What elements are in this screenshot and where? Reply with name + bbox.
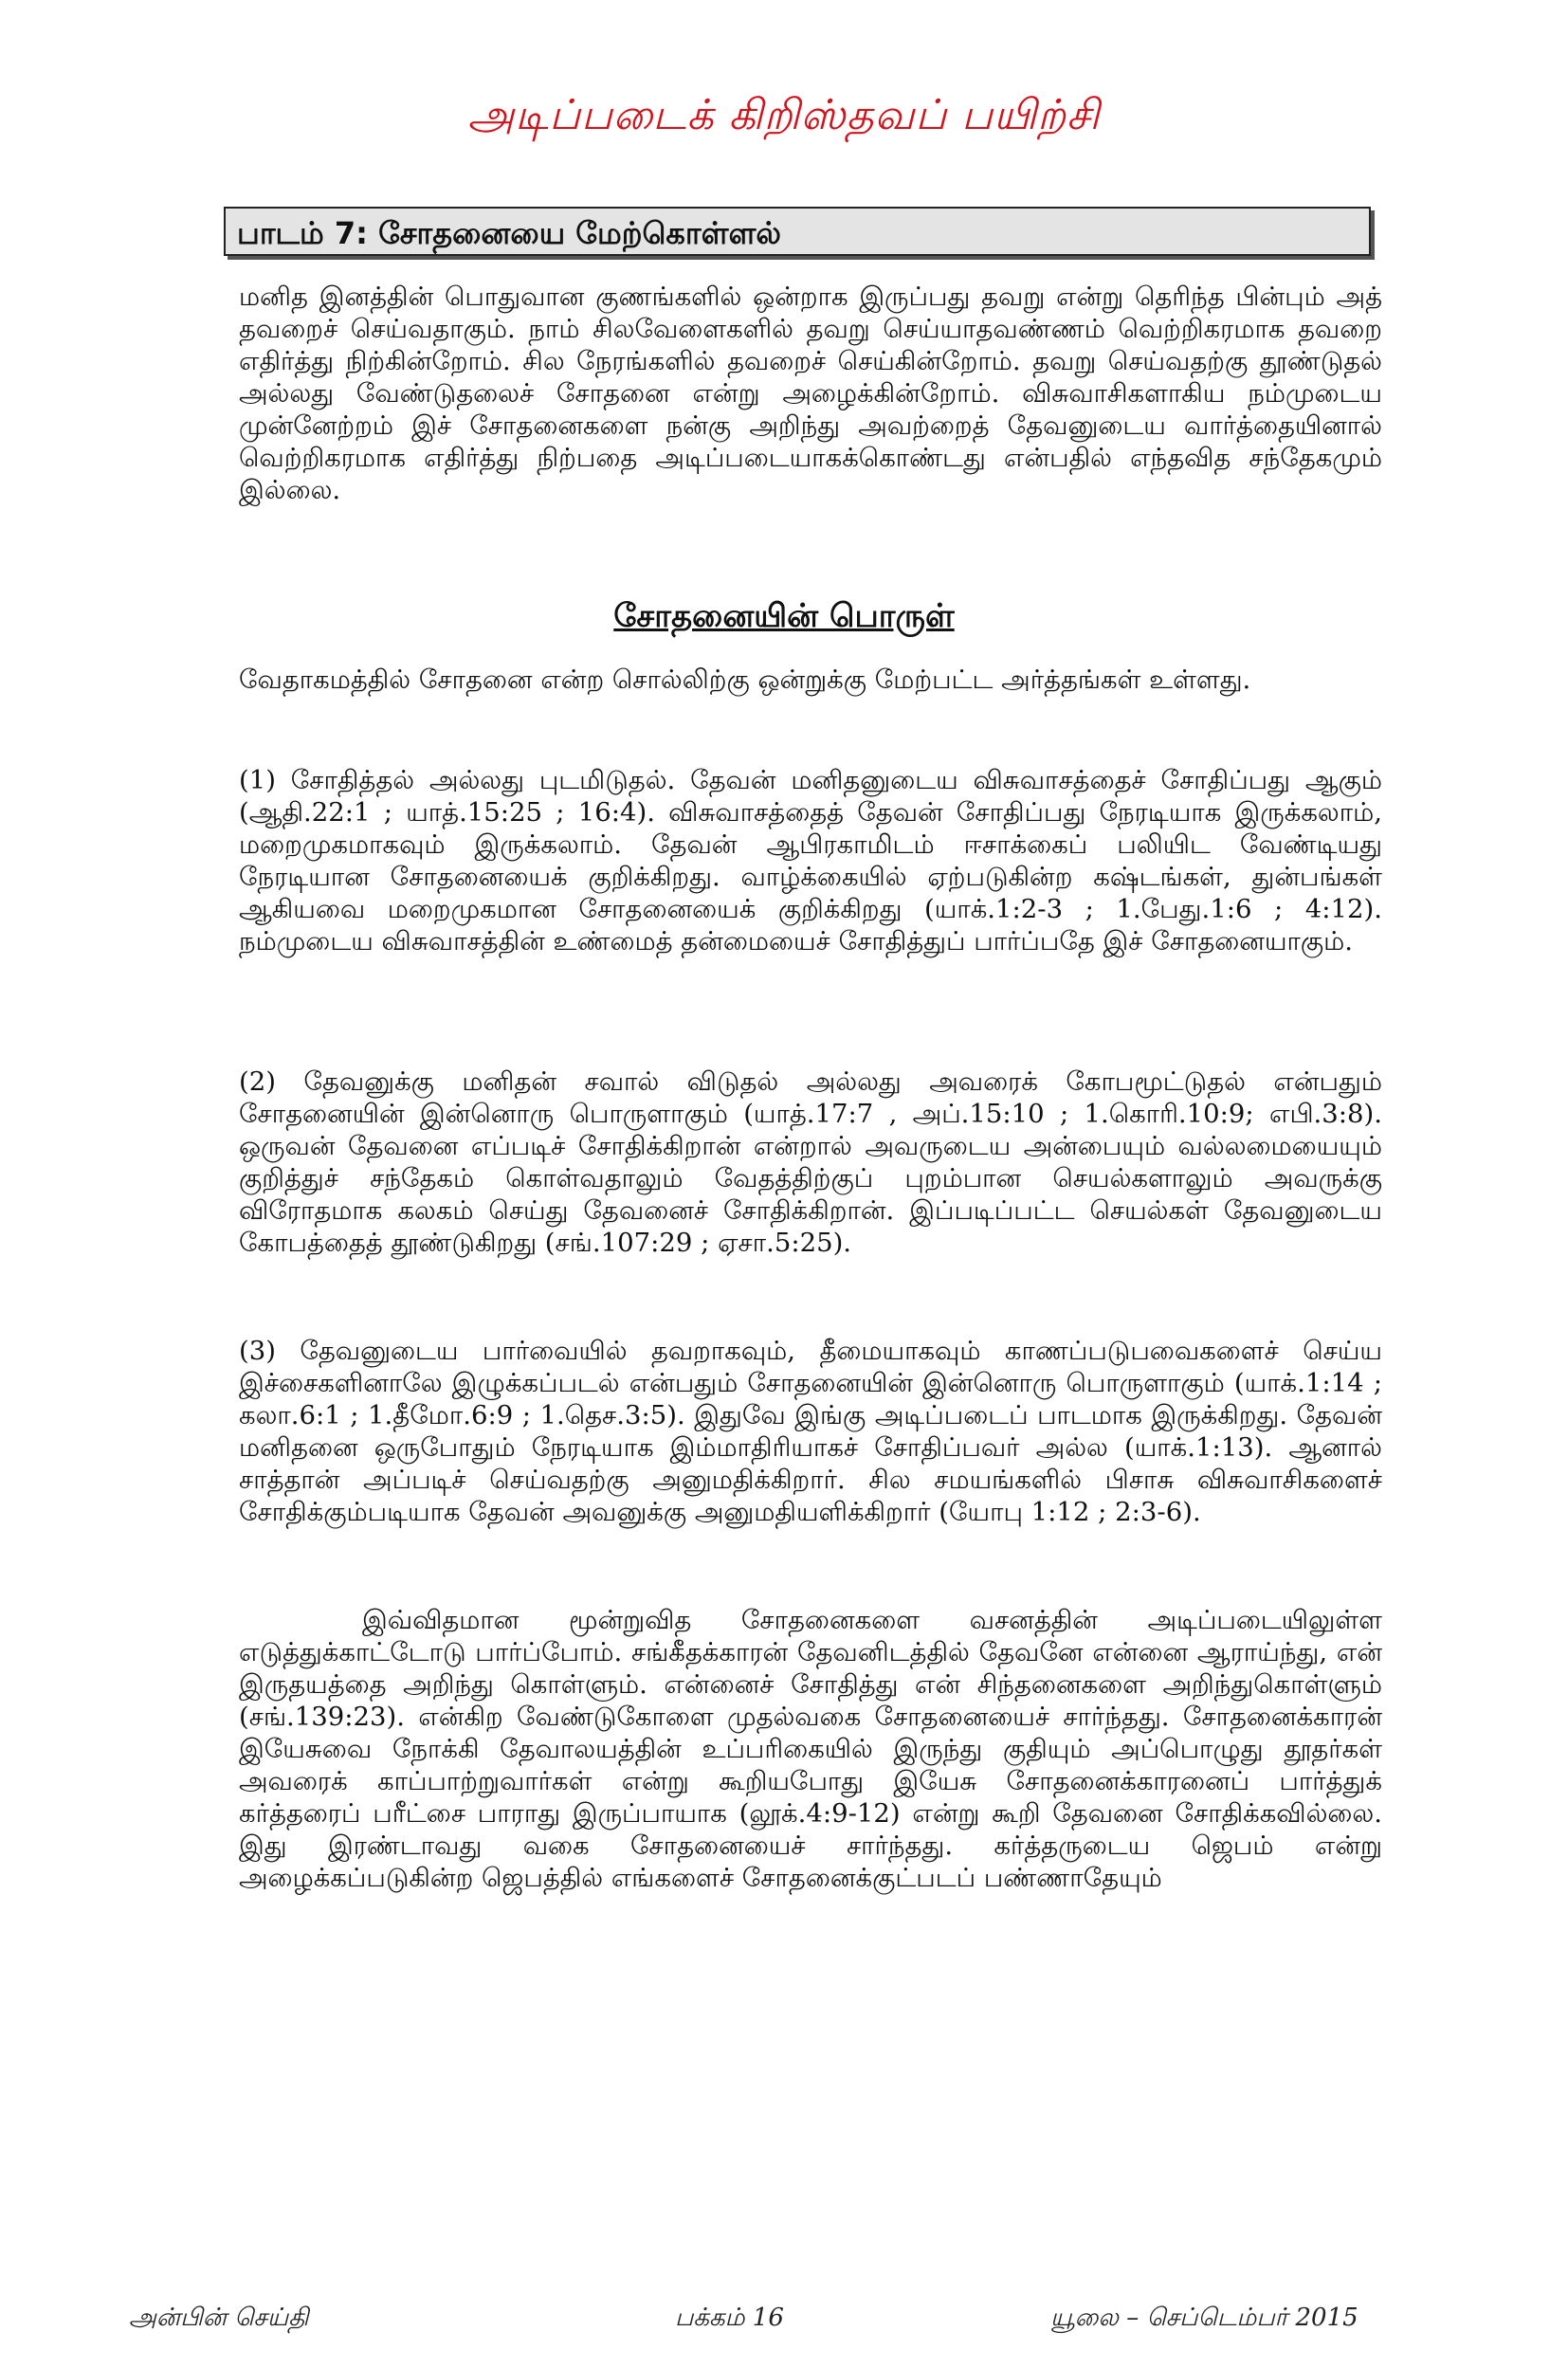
lesson-title: பாடம் 7: சோதனையை மேற்கொள்ளல்: [224, 207, 1371, 256]
page-header-title: அடிப்படைக் கிறிஸ்தவப் பயிற்சி: [467, 91, 1101, 139]
paragraph-meaning-1: (1) சோதித்தல் அல்லது புடமிடுதல். தேவன் மனிதனுடைய விசுவாசத்தைச் சோதிப்பது ஆகும் (ஆதி.22:1 ; யாத்.15:25 ; 16:4). விசுவாசத்தைத் தேவன் சோதிப்பது நேரடியாக இருக்கலாம், மறைமுகமாகவும் இருக்கலாம். தேவன் ஆபிரகாமிடம் ஈசாக்கைப் பலியிட வேண்டியது நேரடியான சோதனையைக் குறிக்கிறது. வாழ்க்கையில் ஏற்படுகின்ற கஷ்டங்கள், துன்பங்கள் ஆகியவை மறைமுகமான சோதனையைக் குறிக்கிறது (யாக்.1:2-3 ; 1.பேது.1:6 ; 4:12). நம்முடைய விசுவாசத்தின் உண்மைத் தன்மையைச் சோதித்துப் பார்ப்பதே இச் சோதனையாகும்.: [239, 765, 1382, 956]
footer-page-number: பக்கம் 16: [675, 2304, 784, 2332]
paragraph-meaning-2: (2) தேவனுக்கு மனிதன் சவால் விடுதல் அல்லது அவரைக் கோபமூட்டுதல் என்பதும் சோதனையின் இன்னொரு பொருளாகும் (யாத்.17:7 , அப்.15:10 ; 1.கொரி.10:9; எபி.3:8). ஒருவன் தேவனை எப்படிச் சோதிக்கிறான் என்றால் அவருடைய அன்பையும் வல்லமையையும் குறித்துச் சந்தேகம் கொள்வதாலும் வேதத்திற்குப் புறம்பான செயல்களாலும் அவருக்கு விரோதமாக கலகம் செய்து தேவனைச் சோதிக்கிறான். இப்படிப்பட்ட செயல்கள் தேவனுடைய கோபத்தைத் தூண்டுகிறது (சங்.107:29 ; ஏசா.5:25).: [239, 1066, 1382, 1258]
paragraph-examples: இவ்விதமான மூன்றுவித சோதனைகளை வசனத்தின் அடிப்படையிலுள்ள எடுத்துக்காட்டோடு பார்ப்போம். சங்கீதக்காரன் தேவனிடத்தில் தேவனே என்னை ஆராய்ந்து, என் இருதயத்தை அறிந்து கொள்ளும். என்னைச் சோதித்து என் சிந்தனைகளை அறிந்துகொள்ளும் (சங்.139:23). என்கிற வேண்டுகோளை முதல்வகை சோதனையைச் சார்ந்தது. சோதனைக்காரன் இயேசுவை நோக்கி தேவாலயத்தின் உப்பரிகையில் இருந்து குதியும் அப்பொழுது தூதர்கள் அவரைக் காப்பாற்றுவார்கள் என்று கூறியபோது இயேசு சோதனைக்காரனைப் பார்த்துக் கர்த்தரைப் பரீட்சை பாராது இருப்பாயாக (லூக்.4:9-12) என்று கூறி தேவனை சோதிக்கவில்லை. இது இரண்டாவது வகை சோதனையைச் சார்ந்தது. கர்த்தருடைய ஜெபம் என்று அழைக்கப்படுகின்ற ஜெபத்தில் எங்களைச் சோதனைக்குட்படப் பண்ணாதேயும்: [239, 1605, 1382, 1893]
paragraph-meaning-3: (3) தேவனுடைய பார்வையில் தவறாகவும், தீமையாகவும் காணப்படுபவைகளைச் செய்ய இச்சைகளினாலே இழுக்கப்படல் என்பதும் சோதனையின் இன்னொரு பொருளாகும் (யாக்.1:14 ; கலா.6:1 ; 1.தீமோ.6:9 ; 1.தெச.3:5). இதுவே இங்கு அடிப்படைப் பாடமாக இருக்கிறது. தேவன் மனிதனை ஒருபோதும் நேரடியாக இம்மாதிரியாகச் சோதிப்பவர் அல்ல (யாக்.1:13). ஆனால் சாத்தான் அப்படிச் செய்வதற்கு அனுமதிக்கிறார். சில சமயங்களில் பிசாசு விசுவாசிகளைச் சோதிக்கும்படியாக தேவன் அவனுக்கு அனுமதியளிக்கிறார் (யோபு 1:12 ; 2:3-6).: [239, 1336, 1382, 1527]
footer-magazine-name: அன்பின் செய்தி: [129, 2304, 309, 2332]
intro-paragraph: மனித இனத்தின் பொதுவான குணங்களில் ஒன்றாக இருப்பது தவறு என்று தெரிந்த பின்பும் அத் தவறைச் செய்வதாகும். நாம் சிலவேளைகளில் தவறு செய்யாதவண்ணம் வெற்றிகரமாக தவறை எதிர்த்து நிற்கின்றோம். சில நேரங்களில் தவறைச் செய்கின்றோம். தவறு செய்வதற்கு தூண்டுதல் அல்லது வேண்டுதலைச் சோதனை என்று அழைக்கின்றோம். விசுவாசிகளாகிய நம்முடைய முன்னேற்றம் இச் சோதனைகளை நன்கு அறிந்து அவற்றைத் தேவனுடைய வார்த்தையினால் வெற்றிகரமாக எதிர்த்து நிற்பதை அடிப்படையாகக்கொண்டது என்பதில் எந்தவித சந்தேகமும் இல்லை.: [239, 282, 1382, 505]
paragraph-meanings: வேதாகமத்தில் சோதனை என்ற சொல்லிற்கு ஒன்றுக்கு மேற்பட்ட அர்த்தங்கள் உள்ளது.: [239, 665, 1251, 695]
footer-issue-date: யூலை – செப்டெம்பர் 2015: [1050, 2304, 1358, 2332]
section-heading: சோதனையின் பொருள்: [613, 597, 955, 635]
